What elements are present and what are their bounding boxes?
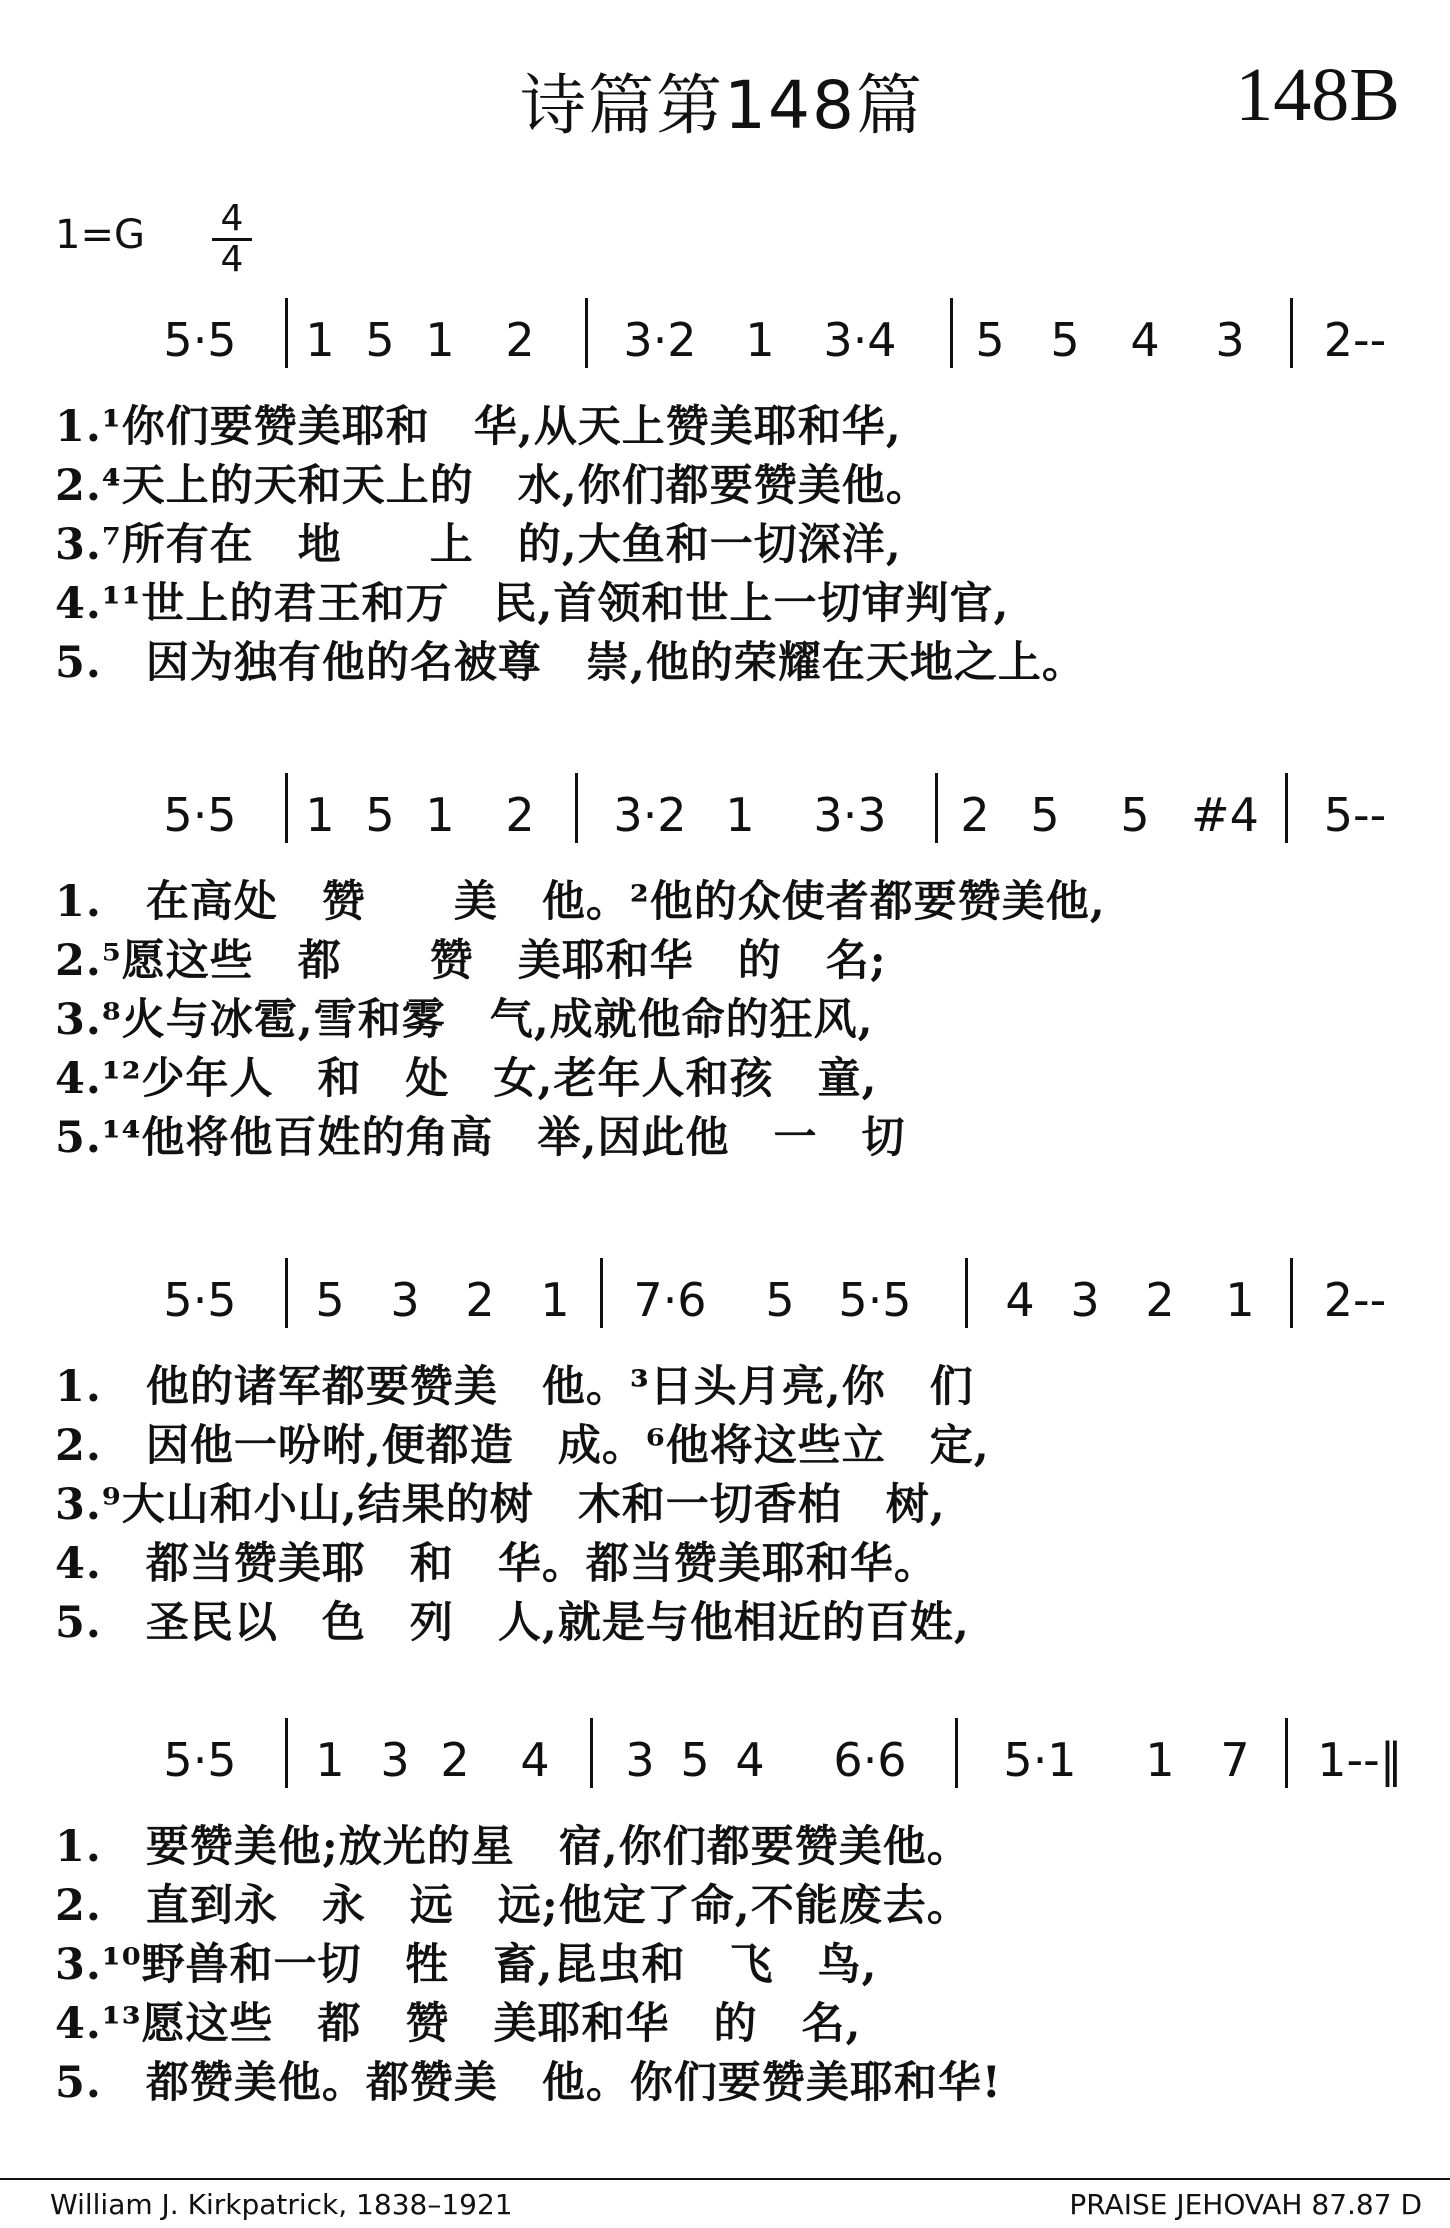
note: 1 <box>725 788 755 842</box>
barline <box>955 1718 958 1788</box>
note: 2 <box>960 788 990 842</box>
notation-line <box>0 1710 1450 1830</box>
footer <box>0 2178 1450 2228</box>
note: 5 <box>680 1733 710 1787</box>
note: 5·5 <box>838 1273 912 1327</box>
note: 5 <box>975 313 1005 367</box>
note: 3·2 <box>613 788 687 842</box>
note: 5 <box>365 788 395 842</box>
time-signature-top: 4 <box>212 200 252 241</box>
verse-line: 1. 要赞美他;放光的星 宿,你们都要赞美他。 <box>55 1822 971 1872</box>
note: 3 <box>1215 313 1245 367</box>
notation-line <box>0 1250 1450 1370</box>
note: 1 <box>305 313 335 367</box>
barline <box>285 773 288 843</box>
verse-line: 2. 直到永 永 远 远;他定了命,不能废去。 <box>55 1881 971 1931</box>
note: 1 <box>425 788 455 842</box>
verse-line: 1. 他的诸军都要赞美 他。³日头月亮,你 们 <box>55 1362 974 1412</box>
notation-line <box>0 290 1450 410</box>
verse-line: 3.¹⁰野兽和一切 牲 畜,昆虫和 飞 鸟, <box>55 1940 878 1990</box>
note: 5 <box>315 1273 345 1327</box>
note: 1 <box>540 1273 570 1327</box>
verse-line: 4.¹²少年人 和 处 女,老年人和孩 童, <box>55 1054 878 1104</box>
key-signature: 1=G <box>55 212 145 258</box>
note: 2 <box>505 313 535 367</box>
note: 5·5 <box>163 313 237 367</box>
note: 4 <box>1130 313 1160 367</box>
verse-line: 4. 都当赞美耶 和 华。都当赞美耶和华。 <box>55 1539 938 1589</box>
note: 2 <box>1145 1273 1175 1327</box>
note: 4 <box>1005 1273 1035 1327</box>
barline <box>935 773 938 843</box>
verse-line: 5.¹⁴他将他百姓的角高 举,因此他 一 切 <box>55 1113 906 1163</box>
lyrics-block <box>55 398 1405 693</box>
note: 7 <box>1220 1733 1250 1787</box>
note: 1 <box>315 1733 345 1787</box>
note: 5 <box>1050 313 1080 367</box>
note: 6·6 <box>833 1733 907 1787</box>
barline <box>1285 773 1288 843</box>
note: 1 <box>305 788 335 842</box>
barline <box>575 773 578 843</box>
barline <box>1290 1258 1293 1328</box>
note: 1--‖ <box>1317 1733 1403 1787</box>
note: 5-- <box>1323 788 1387 842</box>
note: 3 <box>380 1733 410 1787</box>
note: 2-- <box>1323 1273 1387 1327</box>
barline <box>285 1718 288 1788</box>
note: 3 <box>1070 1273 1100 1327</box>
note: 2 <box>465 1273 495 1327</box>
author-credit: William J. Kirkpatrick, 1838–1921 <box>50 2188 513 2221</box>
note: 5 <box>765 1273 795 1327</box>
note: 5·5 <box>163 788 237 842</box>
lyrics-block <box>55 1818 1405 2113</box>
note: 4 <box>520 1733 550 1787</box>
verse-line: 3.⁸火与冰雹,雪和雾 气,成就他命的狂风, <box>55 995 874 1045</box>
note: 1 <box>745 313 775 367</box>
note: 3·4 <box>823 313 897 367</box>
note: 5·1 <box>1003 1733 1077 1787</box>
note: 1 <box>1225 1273 1255 1327</box>
note: 2-- <box>1323 313 1387 367</box>
page-title: 诗篇第148篇 <box>520 67 924 144</box>
note: 5·5 <box>163 1733 237 1787</box>
tune-name: PRAISE JEHOVAH 87.87 D <box>1069 2188 1422 2221</box>
note: #4 <box>1191 788 1259 842</box>
note: 1 <box>425 313 455 367</box>
barline <box>1285 1718 1288 1788</box>
note: 5 <box>1030 788 1060 842</box>
note: 3 <box>390 1273 420 1327</box>
note: 1 <box>1145 1733 1175 1787</box>
hymn-number: 148B <box>1235 53 1400 137</box>
barline <box>965 1258 968 1328</box>
barline <box>590 1718 593 1788</box>
note: 3·2 <box>623 313 697 367</box>
verse-line: 5. 圣民以 色 列 人,就是与他相近的百姓, <box>55 1598 970 1648</box>
verse-line: 3.⁷所有在 地 上 的,大鱼和一切深洋, <box>55 520 902 570</box>
time-signature <box>212 200 252 279</box>
notation-line <box>0 765 1450 885</box>
note: 5·5 <box>163 1273 237 1327</box>
verse-line: 4.¹¹世上的君王和万 民,首领和世上一切审判官, <box>55 579 1010 629</box>
verse-line: 2.⁴天上的天和天上的 水,你们都要赞美他。 <box>55 461 930 511</box>
note: 2 <box>440 1733 470 1787</box>
time-signature-bottom: 4 <box>220 239 244 280</box>
verse-line: 3.⁹大山和小山,结果的树 木和一切香柏 树, <box>55 1480 946 1530</box>
verse-line: 5. 都赞美他。都赞美 他。你们要赞美耶和华! <box>55 2058 1002 2108</box>
lyrics-block <box>55 873 1405 1168</box>
verse-line: 1. 在高处 赞 美 他。²他的众使者都要赞美他, <box>55 877 1106 927</box>
note: 3·3 <box>813 788 887 842</box>
verse-line: 5. 因为独有他的名被尊 崇,他的荣耀在天地之上。 <box>55 638 1086 688</box>
verse-line: 4.¹³愿这些 都 赞 美耶和华 的 名, <box>55 1999 862 2049</box>
barline <box>1290 298 1293 368</box>
note: 2 <box>505 788 535 842</box>
note: 7·6 <box>633 1273 707 1327</box>
note: 5 <box>1120 788 1150 842</box>
verse-line: 2.⁵愿这些 都 赞 美耶和华 的 名; <box>55 936 887 986</box>
verse-line: 1.¹你们要赞美耶和 华,从天上赞美耶和华, <box>55 402 902 452</box>
barline <box>585 298 588 368</box>
barline <box>285 1258 288 1328</box>
note: 3 <box>625 1733 655 1787</box>
barline <box>600 1258 603 1328</box>
lyrics-block <box>55 1358 1405 1653</box>
barline <box>285 298 288 368</box>
note: 4 <box>735 1733 765 1787</box>
barline <box>950 298 953 368</box>
verse-line: 2. 因他一吩咐,便都造 成。⁶他将这些立 定, <box>55 1421 990 1471</box>
note: 5 <box>365 313 395 367</box>
